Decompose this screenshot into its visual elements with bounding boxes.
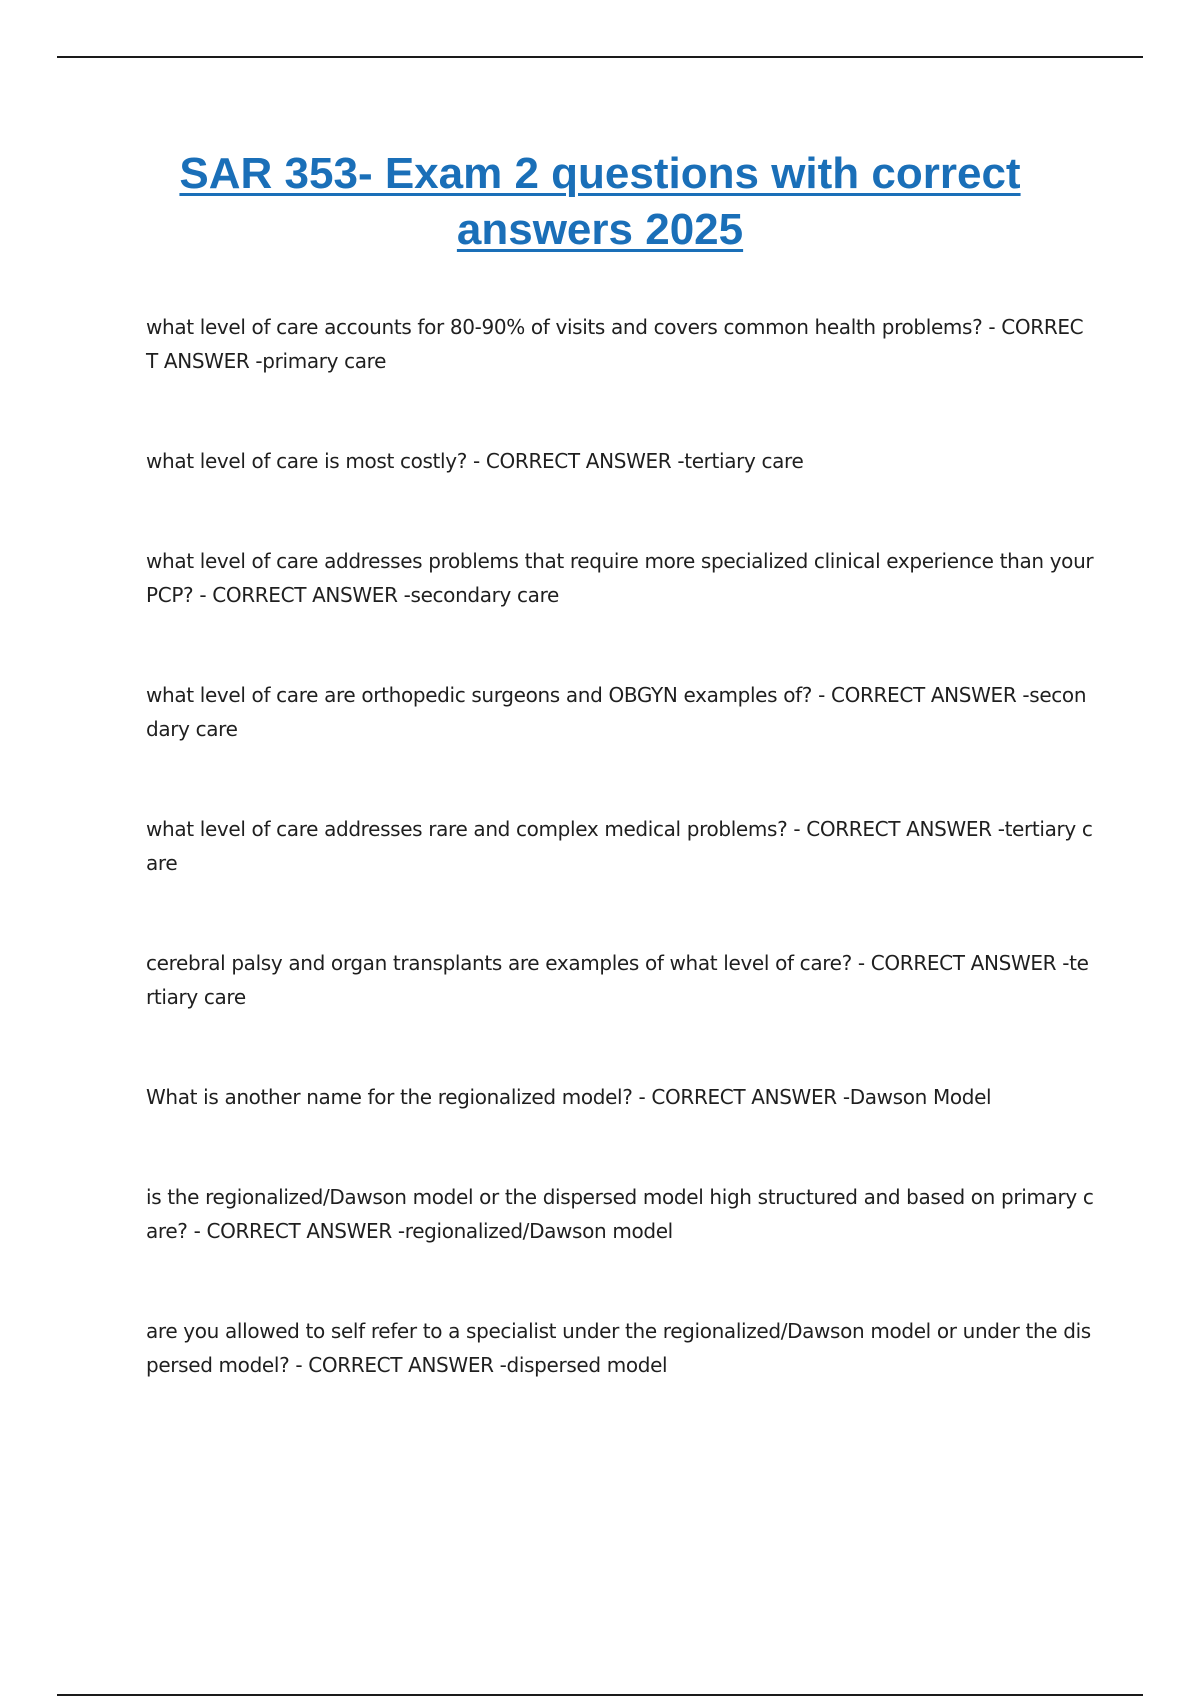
qa-item: what level of care addresses rare and complex medical problems? - CORRECT ANSWER -tertiary care	[146, 817, 1093, 875]
document-title: SAR 353- Exam 2 questions with correct answers 2025	[179, 149, 1021, 254]
qa-item: what level of care is most costly? - CORRECT ANSWER -tertiary care	[146, 449, 804, 473]
answer-text: tertiary care	[684, 449, 804, 473]
qa-item: What is another name for the regionalized model? - CORRECT ANSWER -Dawson Model	[146, 1085, 992, 1109]
answer-text: secondary care	[410, 583, 559, 607]
answer-text: Dawson Model	[849, 1085, 992, 1109]
answer-marker: CORRECT ANSWER	[206, 1219, 392, 1243]
question-text: what level of care is most costly?	[146, 449, 468, 473]
question-text: what level of care accounts for 80-90% of visits and covers common health problems?	[146, 315, 983, 339]
bottom-divider	[57, 1694, 1143, 1696]
answer-marker: CORRECT ANSWER	[806, 817, 992, 841]
answer-text: regionalized/Dawson model	[404, 1219, 673, 1243]
question-text: cerebral palsy and organ transplants are examples of what level of care?	[146, 951, 852, 975]
question-text: what level of care are orthopedic surgeons and OBGYN examples of?	[146, 683, 813, 707]
answer-text: secondary care	[146, 683, 1087, 741]
qa-item: what level of care addresses problems that require more specialized clinical experience than your PCP? - CORRECT ANSWER -secondary care	[146, 549, 1094, 607]
question-text: are you allowed to self refer to a specialist under the regionalized/Dawson model or under the dispersed model?	[146, 1319, 1091, 1377]
answer-marker: CORRECT ANSWER	[212, 583, 398, 607]
question-text: is the regionalized/Dawson model or the dispersed model high structured and based on primary care?	[146, 1185, 1094, 1243]
answer-text: primary care	[262, 349, 387, 373]
qa-item: what level of care are orthopedic surgeons and OBGYN examples of? - CORRECT ANSWER -secondary care	[146, 683, 1087, 741]
answer-marker: CORRECT ANSWER	[830, 683, 1017, 707]
answer-marker: CORRECT ANSWER	[870, 951, 1057, 975]
answer-marker: CORRECT ANSWER	[146, 315, 1084, 373]
qa-item: cerebral palsy and organ transplants are examples of what level of care? - CORRECT ANSWER -tertiary care	[146, 951, 1089, 1009]
qa-item: are you allowed to self refer to a specialist under the regionalized/Dawson model or under the dispersed model? - CORRECT ANSWER -dispersed model	[146, 1319, 1091, 1377]
answer-text: tertiary care	[146, 817, 1093, 875]
qa-list	[146, 310, 1094, 1448]
answer-marker: CORRECT ANSWER	[308, 1353, 494, 1377]
question-text: what level of care addresses rare and complex medical problems?	[146, 817, 788, 841]
question-text: what level of care addresses problems that require more specialized clinical experience than your PCP?	[146, 549, 1094, 607]
answer-text: tertiary care	[146, 951, 1089, 1009]
qa-item: what level of care accounts for 80-90% of visits and covers common health problems? - CORRECT ANSWER -primary care	[146, 315, 1084, 373]
question-text: What is another name for the regionalized model?	[146, 1085, 633, 1109]
answer-text: dispersed model	[506, 1353, 668, 1377]
qa-item: is the regionalized/Dawson model or the dispersed model high structured and based on primary care? - CORRECT ANSWER -regionalized/Dawson model	[146, 1185, 1094, 1243]
answer-marker: CORRECT ANSWER	[651, 1085, 837, 1109]
answer-marker: CORRECT ANSWER	[485, 449, 672, 473]
top-divider	[57, 56, 1143, 58]
